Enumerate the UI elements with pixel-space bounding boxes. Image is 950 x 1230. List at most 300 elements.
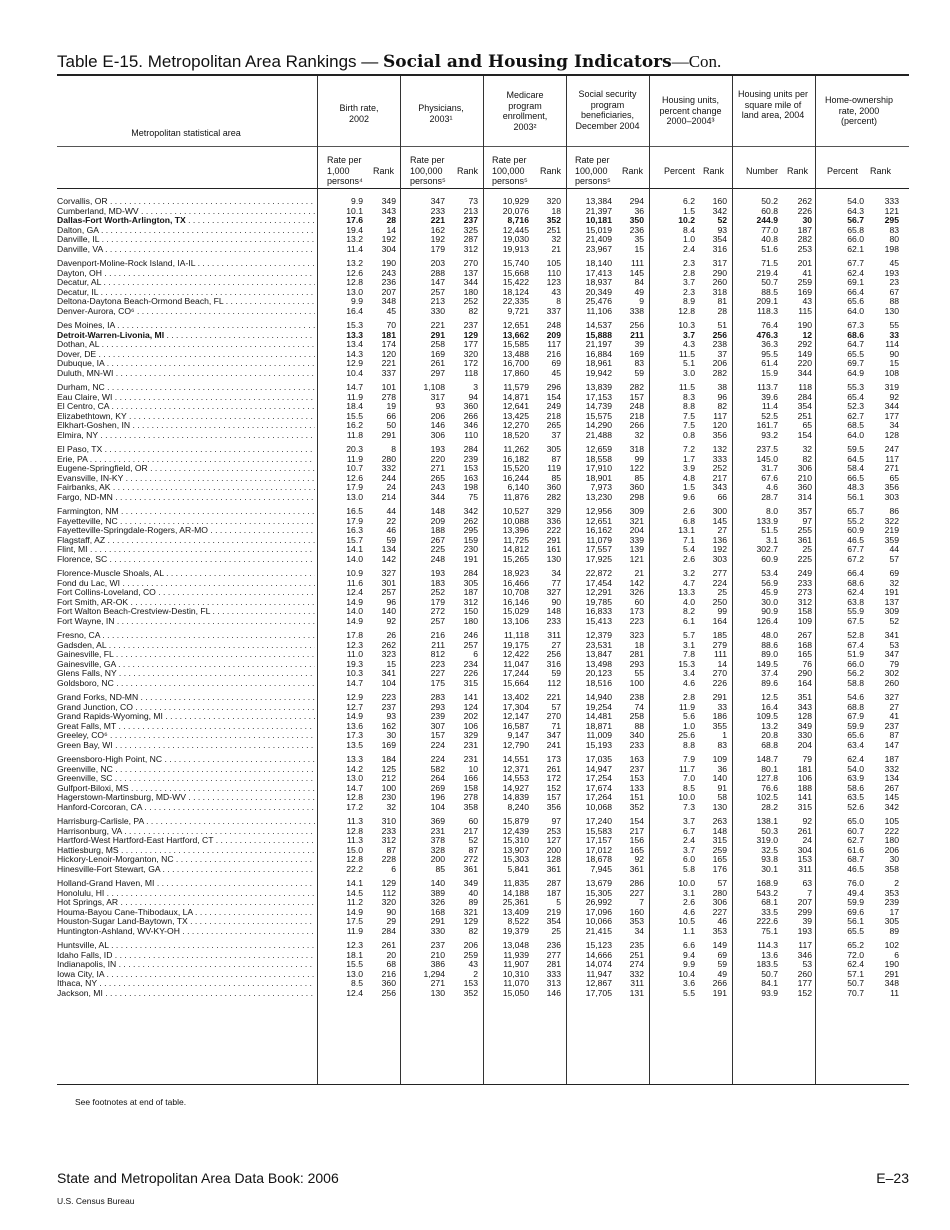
physicians-rate-cell: 269 [430, 782, 445, 793]
birth-rate-cell: 13.0 [346, 773, 363, 784]
homeownership-percent-cell: 61.6 [847, 844, 864, 855]
housing-change-rank-cell: 93 [717, 224, 727, 235]
physicians-rank-cell: 202 [463, 711, 478, 722]
area-name: Davenport-Moline-Rock Island, IA-IL . . . [57, 259, 315, 269]
medicare-rate-cell: 13,662 [502, 329, 529, 340]
area-name: Hanford-Corcoran, CA . . . [57, 803, 315, 813]
housing-density-number-cell: 90.9 [761, 606, 778, 617]
homeownership-rank-cell: 2 [894, 878, 899, 888]
birth-rate-cell: 17.3 [346, 730, 363, 741]
homeownership-rank-cell: 87 [889, 730, 899, 741]
housing-density-rank-cell: 41 [802, 267, 812, 278]
table-row [57, 731, 909, 741]
social-security-rate-cell: 17,035 [585, 754, 612, 764]
social-security-rank-cell: 160 [629, 906, 644, 917]
birth-rate-cell: 14.9 [346, 711, 363, 722]
housing-change-percent-cell: 11.5 [678, 382, 695, 392]
homeownership-percent-cell: 68.5 [847, 420, 864, 431]
homeownership-rank-cell: 347 [884, 649, 899, 660]
housing-change-percent-cell: 13.1 [678, 525, 695, 536]
social-security-rank-cell: 338 [629, 305, 644, 316]
homeownership-percent-cell: 54.0 [847, 196, 864, 206]
area-name: Evansville, IN-KY . . . [57, 474, 315, 484]
housing-change-percent-cell: 1.5 [683, 482, 695, 493]
social-security-rate-cell: 7,973 [590, 482, 612, 493]
social-security-rank-cell: 235 [629, 940, 644, 950]
housing-density-rank-cell: 149 [797, 348, 812, 359]
birth-rank-cell: 244 [381, 472, 396, 483]
social-security-rate-cell: 14,074 [585, 959, 612, 970]
homeownership-rank-cell: 88 [889, 296, 899, 307]
birth-rate-cell: 12.8 [346, 854, 363, 865]
table-row [57, 297, 909, 307]
housing-density-number-cell: 60.8 [761, 205, 778, 216]
medicare-rate-cell: 14,188 [502, 887, 529, 898]
social-security-rank-cell: 165 [629, 844, 644, 855]
medicare-rank-cell: 218 [546, 410, 561, 421]
housing-change-rank-cell: 300 [712, 506, 727, 516]
row-group [57, 755, 909, 813]
housing-change-percent-cell: 1.1 [683, 925, 695, 936]
physicians-rate-cell: 209 [430, 515, 445, 526]
area-name: Danville, VA . . . [57, 245, 315, 255]
homeownership-rank-cell: 121 [884, 205, 899, 216]
housing-change-percent-cell: 10.5 [678, 916, 695, 927]
housing-change-rank-cell: 303 [712, 553, 727, 564]
social-security-rank-cell: 293 [629, 658, 644, 669]
birth-rate-cell: 15.5 [346, 410, 363, 421]
housing-density-rank-cell: 158 [797, 606, 812, 617]
medicare-rate-cell: 10,708 [502, 587, 529, 598]
housing-change-rank-cell: 96 [717, 391, 727, 402]
homeownership-rank-cell: 177 [884, 410, 899, 421]
medicare-rate-cell: 19,175 [502, 639, 529, 650]
birth-rank-cell: 216 [381, 968, 396, 979]
social-security-rate-cell: 15,575 [585, 410, 612, 421]
housing-change-percent-cell: 8.3 [683, 391, 695, 402]
housing-change-percent-cell: 10.2 [678, 215, 695, 226]
homeownership-rank-cell: 45 [889, 258, 899, 268]
rank-subheader: Rank [456, 166, 478, 176]
homeownership-percent-cell: 63.4 [847, 739, 864, 750]
medicare-rank-cell: 327 [546, 587, 561, 598]
physicians-rate-cell: 293 [430, 701, 445, 712]
homeownership-rank-cell: 114 [885, 339, 899, 350]
social-security-rate-cell: 18,937 [585, 277, 612, 288]
birth-rank-cell: 45 [386, 305, 396, 316]
birth-rate-cell: 9.9 [351, 296, 363, 307]
birth-rate-cell: 13.0 [346, 286, 363, 297]
social-security-rate-cell: 12,291 [585, 587, 612, 598]
area-name: Detroit-Warren-Livonia, MI . . . [57, 331, 315, 341]
housing-density-rank-cell: 39 [802, 916, 812, 927]
homeownership-rank-cell: 322 [884, 515, 899, 526]
area-header: Metropolitan statistical area [131, 128, 241, 138]
area-name: Corvallis, OR . . . [57, 197, 315, 207]
birth-rate-cell: 12.6 [346, 472, 363, 483]
birth-rank-cell: 320 [381, 897, 396, 908]
physicians-rank-cell: 94 [468, 391, 478, 402]
social-security-rate-cell: 17,096 [585, 906, 612, 917]
physicians-rank-cell: 237 [463, 215, 478, 226]
physicians-rank-cell: 217 [463, 825, 478, 836]
area-name: Des Moines, IA . . . [57, 321, 315, 331]
table-row [57, 803, 909, 813]
physicians-rank-cell: 187 [463, 587, 478, 598]
homeownership-percent-cell: 67.5 [847, 615, 864, 626]
social-security-rank-cell: 74 [634, 701, 644, 712]
area-name: Danville, IL . . . [57, 235, 315, 245]
physicians-rank-cell: 312 [463, 243, 478, 254]
housing-change-percent-cell: 1.0 [683, 720, 695, 731]
housing-density-number-cell: 51.5 [761, 525, 778, 536]
housing-change-rank-cell: 343 [712, 482, 727, 493]
rank-subheader: Rank [539, 166, 561, 176]
area-name: El Centro, CA . . . [57, 402, 315, 412]
birth-rate-cell: 12.4 [346, 587, 363, 598]
homeownership-percent-cell: 65.5 [847, 348, 864, 359]
social-security-rank-cell: 39 [634, 339, 644, 350]
social-security-rate-cell: 15,413 [585, 615, 612, 626]
homeownership-percent-cell: 62.7 [847, 410, 864, 421]
medicare-rate-cell: 13,425 [502, 410, 529, 421]
birth-rate-cell: 10.1 [346, 205, 363, 216]
homeownership-rank-cell: 52 [889, 615, 899, 626]
social-security-rank-cell: 55 [634, 668, 644, 679]
medicare-rate-cell: 13,396 [502, 525, 529, 536]
physicians-rate-cell: 210 [430, 949, 445, 960]
housing-change-percent-cell: 2.8 [683, 692, 695, 702]
physicians-rate-cell: 213 [430, 296, 445, 307]
housing-density-rank-cell: 304 [797, 844, 812, 855]
homeownership-rank-cell: 83 [889, 224, 899, 235]
homeownership-percent-cell: 63.5 [847, 792, 864, 803]
housing-change-rank-cell: 136 [712, 534, 727, 545]
birth-rank-cell: 243 [381, 267, 396, 278]
medicare-rank-cell: 97 [551, 816, 561, 826]
homeownership-rank-cell: 271 [884, 463, 899, 474]
housing-density-number-cell: 39.6 [761, 391, 778, 402]
medicare-rate-cell: 16,587 [502, 720, 529, 731]
physicians-rank-cell: 163 [463, 472, 478, 483]
birth-rate-cell: 12.3 [346, 940, 363, 950]
physicians-rank-cell: 321 [463, 906, 478, 917]
homeownership-header: Home-ownership rate, 2000 (percent) [824, 95, 894, 126]
housing-density-number-cell: 161.7 [756, 420, 778, 431]
table-row [57, 412, 909, 422]
birth-rate-cell: 14.9 [346, 615, 363, 626]
birth-rate-cell: 17.9 [346, 515, 363, 526]
housing-density-number-cell: 126.4 [756, 615, 778, 626]
birth-rank-cell: 343 [381, 205, 396, 216]
housing-density-number-cell: 127.8 [756, 773, 778, 784]
medicare-rank-cell: 337 [546, 305, 561, 316]
physicians-rank-cell: 239 [463, 453, 478, 464]
housing-change-rank-cell: 165 [712, 854, 727, 865]
housing-change-rank-cell: 117 [713, 410, 727, 421]
medicare-rate-cell: 12,270 [502, 420, 529, 431]
homeownership-rank-cell: 327 [884, 692, 899, 702]
housing-change-percent-cell: 3.7 [683, 329, 695, 340]
housing-change-percent-cell: 4.0 [683, 596, 695, 607]
birth-rank-cell: 236 [381, 277, 396, 288]
housing-density-rank-cell: 349 [797, 720, 812, 731]
social-security-rate-cell: 21,397 [585, 205, 612, 216]
medicare-rate-cell: 22,335 [502, 296, 529, 307]
area-name: Holland-Grand Haven, MI . . . [57, 879, 315, 889]
housing-change-percent-cell: 1.0 [683, 234, 695, 245]
area-name: Hagerstown-Martinsburg, MD-WV . . . [57, 793, 315, 803]
area-name: Fond du Lac, WI . . . [57, 579, 315, 589]
medicare-rank-cell: 123 [546, 277, 561, 288]
housing-change-rank-cell: 38 [717, 382, 727, 392]
birth-rank-cell: 96 [386, 596, 396, 607]
housing-change-rank-cell: 140 [712, 773, 727, 784]
housing-change-rank-cell: 342 [712, 205, 727, 216]
homeownership-rank-cell: 6 [894, 949, 899, 960]
medicare-rate-cell: 14,839 [502, 792, 529, 803]
medicare-rank-cell: 119 [547, 463, 561, 474]
homeownership-percent-cell: 65.6 [847, 296, 864, 307]
table-row [57, 970, 909, 980]
medicare-rate-cell: 12,641 [502, 401, 529, 412]
birth-rank-cell: 59 [386, 534, 396, 545]
physicians-rank-cell: 312 [463, 596, 478, 607]
birth-rate-cell: 12.9 [346, 358, 363, 369]
medicare-rank-cell: 71 [551, 720, 561, 731]
birth-rate-cell: 14.7 [346, 382, 363, 392]
birth-rank-cell: 237 [381, 701, 396, 712]
physicians-rank-cell: 43 [468, 959, 478, 970]
social-security-rate-cell: 13,384 [585, 196, 612, 206]
homeownership-rank-cell: 15 [889, 358, 899, 369]
birth-rank-cell: 169 [381, 739, 396, 750]
birth-rate-cell: 13.4 [346, 339, 363, 350]
birth-rate-cell: 11.4 [346, 243, 363, 254]
housing-change-rank-cell: 82 [717, 401, 727, 412]
housing-density-number-cell: 109.5 [756, 711, 778, 722]
housing-density-rank-cell: 314 [797, 491, 812, 502]
homeownership-percent-cell: 67.3 [847, 320, 864, 330]
housing-density-rank-cell: 152 [797, 987, 812, 998]
birth-rank-cell: 8 [391, 444, 396, 454]
physicians-rate-cell: 239 [430, 711, 445, 722]
housing-change-rank-cell: 333 [712, 453, 727, 464]
homeownership-percent-cell: 55.2 [847, 515, 864, 526]
physicians-rate-cell: 378 [430, 835, 445, 846]
birth-rank-cell: 26 [386, 630, 396, 640]
birth-rank-cell: 24 [386, 482, 396, 493]
housing-density-number-cell: 543.2 [756, 887, 778, 898]
medicare-rank-cell: 37 [551, 429, 561, 440]
homeownership-rank-cell: 128 [884, 429, 899, 440]
housing-density-rank-cell: 25 [802, 544, 812, 555]
homeownership-percent-cell: 66.0 [847, 658, 864, 669]
housing-change-percent-cell: 10.4 [678, 968, 695, 979]
physicians-rate-cell: 130 [430, 987, 445, 998]
page-number: E–23 [876, 1170, 909, 1186]
housing-change-percent-cell: 6.6 [683, 940, 695, 950]
housing-density-number-cell: 33.5 [761, 906, 778, 917]
medicare-rate-cell: 11,118 [503, 630, 529, 640]
physicians-rate-cell: 168 [430, 906, 445, 917]
birth-rank-cell: 192 [381, 234, 396, 245]
housing-change-rank-cell: 81 [717, 296, 727, 307]
physicians-rate-cell: 297 [430, 367, 445, 378]
homeownership-percent-cell: 56.1 [847, 916, 864, 927]
birth-rate-cell: 18.4 [346, 401, 363, 412]
housing-change-percent-cell: 5.8 [683, 863, 695, 874]
birth-rank-cell: 15 [386, 658, 396, 669]
homeownership-percent-cell: 56.2 [847, 668, 864, 679]
birth-rate-cell: 13.5 [346, 739, 363, 750]
housing-density-rank-cell: 346 [797, 949, 812, 960]
medicare-rank-cell: 249 [546, 401, 561, 412]
homeownership-percent-cell: 67.4 [847, 639, 864, 650]
rank-subheader: Rank [621, 166, 643, 176]
housing-density-number-cell: 88.5 [761, 286, 778, 297]
medicare-rate-cell: 17,304 [502, 701, 529, 712]
physicians-rate-cell: 179 [430, 243, 445, 254]
medicare-rank-cell: 305 [546, 444, 561, 454]
housing-change-rank-cell: 66 [717, 491, 727, 502]
physicians-rate-cell: 252 [430, 587, 445, 598]
housing-density-number-cell: 145.0 [756, 453, 778, 464]
medicare-rate-cell: 10,527 [502, 506, 529, 516]
social-security-rank-cell: 236 [629, 224, 644, 235]
table-row [57, 483, 909, 493]
medicare-rank-cell: 316 [546, 658, 561, 669]
social-security-rate-cell: 12,379 [585, 630, 612, 640]
area-name: El Paso, TX . . . [57, 445, 315, 455]
table-row [57, 507, 909, 517]
housing-change-percent-cell: 6.8 [683, 515, 695, 526]
social-security-rank-cell: 238 [629, 692, 644, 702]
housing-change-percent-cell: 8.9 [683, 296, 695, 307]
social-security-rank-cell: 34 [634, 925, 644, 936]
social-security-rank-cell: 100 [629, 677, 644, 688]
medicare-rank-cell: 154 [546, 391, 561, 402]
housing-change-rank-cell: 1 [722, 730, 727, 741]
homeownership-percent-cell: 68.6 [847, 577, 864, 588]
homeownership-rank-cell: 89 [889, 925, 899, 936]
medicare-rank-cell: 112 [547, 677, 561, 688]
social-security-rate-cell: 17,454 [585, 577, 612, 588]
table-row [57, 393, 909, 403]
housing-density-rank-cell: 306 [797, 463, 812, 474]
physicians-rank-cell: 305 [463, 577, 478, 588]
social-security-rate-cell: 17,557 [585, 544, 612, 555]
homeownership-percent-cell: 70.7 [847, 987, 864, 998]
physicians-rate-cell: 200 [430, 854, 445, 865]
area-name: Durham, NC . . . [57, 383, 315, 393]
birth-rank-cell: 257 [381, 587, 396, 598]
area-name: Grand Rapids-Wyoming, MI . . . [57, 712, 315, 722]
table-row [57, 979, 909, 989]
table-row [57, 817, 909, 827]
area-name: Denver-Aurora, CO⁶ . . . [57, 307, 315, 317]
birth-rank-cell: 327 [381, 568, 396, 578]
physicians-rank-cell: 252 [463, 296, 478, 307]
housing-change-percent-cell: 4.6 [683, 906, 695, 917]
housing-change-rank-cell: 176 [712, 863, 727, 874]
physicians-rate-cell: 192 [430, 234, 445, 245]
social-security-rank-cell: 258 [629, 711, 644, 722]
housing-density-number-cell: 244.9 [756, 215, 778, 226]
physicians-rank-cell: 40 [468, 887, 478, 898]
birth-rank-cell: 312 [381, 835, 396, 846]
housing-density-number-cell: 13.6 [761, 949, 778, 960]
table-row [57, 784, 909, 794]
housing-density-number-cell: 476.3 [756, 329, 778, 340]
rank-subheader: Rank [869, 166, 891, 176]
housing-density-rank-cell: 357 [797, 506, 812, 516]
homeownership-rank-cell: 65 [889, 472, 899, 483]
housing-change-rank-cell: 266 [712, 978, 727, 989]
table-row [57, 331, 909, 341]
table-row [57, 598, 909, 608]
housing-density-rank-cell: 255 [797, 525, 812, 536]
birth-rank-cell: 212 [381, 773, 396, 784]
housing-density-number-cell: 48.0 [761, 630, 778, 640]
housing-change-rank-cell: 318 [712, 286, 727, 297]
medicare-rate-cell: 11,835 [503, 878, 529, 888]
social-security-rate-cell: 17,925 [585, 553, 612, 564]
homeownership-percent-cell: 69.6 [847, 906, 864, 917]
area-name: Dalton, GA . . . [57, 226, 315, 236]
housing-change-percent-cell: 2.4 [683, 243, 695, 254]
social-security-rate-cell: 19,785 [585, 596, 612, 607]
housing-change-percent-cell: 8.4 [683, 224, 695, 235]
social-security-rate-cell: 14,481 [585, 711, 612, 722]
medicare-rank-cell: 34 [551, 568, 561, 578]
homeownership-percent-cell: 67.9 [847, 711, 864, 722]
table-row [57, 908, 909, 918]
housing-density-number-cell: 222.6 [756, 916, 778, 927]
medicare-rate-cell: 9,147 [507, 730, 529, 741]
housing-density-number-cell: 3.1 [766, 534, 778, 545]
physicians-rate-cell: 203 [430, 258, 445, 268]
housing-change-rank-cell: 315 [712, 835, 727, 846]
housing-density-rank-cell: 106 [797, 773, 812, 784]
physicians-rate-cell: 258 [430, 339, 445, 350]
medicare-rank-cell: 219 [546, 906, 561, 917]
housing-density-rank-cell: 344 [797, 367, 812, 378]
housing-density-rank-cell: 165 [797, 649, 812, 660]
housing-density-number-cell: 13.2 [761, 720, 778, 731]
medicare-rank-cell: 248 [546, 320, 561, 330]
social-security-rate-cell: 14,940 [585, 692, 612, 702]
rank-subheader: Rank [702, 166, 724, 176]
table-row [57, 226, 909, 236]
medicare-rate-cell: 13,488 [502, 348, 529, 359]
housing-density-rank-cell: 361 [797, 534, 812, 545]
housing-change-rank-cell: 282 [712, 367, 727, 378]
housing-change-percent-cell: 7.9 [683, 754, 695, 764]
medicare-rank-cell: 336 [546, 515, 561, 526]
physicians-rank-cell: 82 [468, 305, 478, 316]
physicians-rank-cell: 342 [463, 506, 478, 516]
social-security-rank-cell: 281 [629, 649, 644, 660]
area-name: Fort Collins-Loveland, CO . . . [57, 588, 315, 598]
homeownership-rank-cell: 247 [884, 444, 899, 454]
housing-density-rank-cell: 169 [797, 286, 812, 297]
birth-rate-cell: 17.6 [346, 215, 363, 226]
homeownership-rank-cell: 27 [889, 701, 899, 712]
housing-change-rank-cell: 148 [712, 825, 727, 836]
housing-density-rank-cell: 260 [797, 968, 812, 979]
homeownership-rank-cell: 353 [884, 887, 899, 898]
